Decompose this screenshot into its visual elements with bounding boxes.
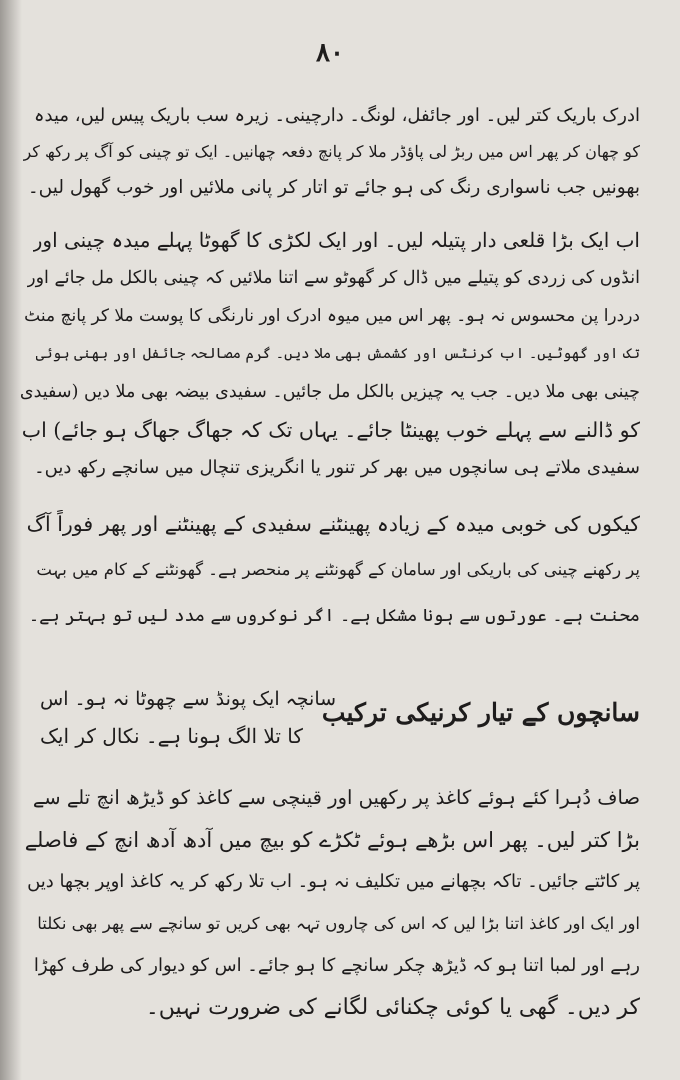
section-heading (20, 688, 640, 768)
paragraph-4-line-3: پر کاٹتے جائیں۔ تاکہ بچھانے میں تکلیف نہ ہو۔ اب تلا رکھ کر یہ کاغذ اوپر بچھا دیں (27, 871, 640, 892)
paragraph-4-line-4: اور ایک اور کاغذ اتنا بڑا لیں کہ اس کی چاروں تہہ بھی کریں تو سانچے سے پھر بھی نکلتا (37, 914, 640, 933)
paragraph-4-line-1: صاف دُہرا کئے ہوئے کاغذ پر رکھیں اور قینچی سے کاغذ کو ڈیڑھ انچ تلے سے (32, 786, 640, 809)
paragraph-4-line-5: رہے اور لمبا اتنا ہو کہ ڈیڑھ چکر سانچے کا ہو جائے۔ اس کو دیوار کی طرف کھڑا (33, 955, 640, 976)
page-number: ۸۰ (316, 38, 344, 68)
paragraph-3-line-1: کیکوں کی خوبی میدہ کے زیادہ پھینٹنے سفیدی کے پھینٹنے اور پھر فوراً آگ (26, 512, 640, 536)
paragraph-2-line-5: چینی بھی ملا دیں۔ جب یہ چیزیں بالکل مل جائیں۔ سفیدی بیضہ بھی ملا دیں (سفیدی (20, 382, 640, 402)
paragraph-2-line-6: کو ڈالنے سے پہلے خوب پھینٹا جائے۔ یہاں تک کہ جھاگ جھاگ ہو جائے) اب (21, 418, 640, 442)
paragraph-4-line-2: بڑا کتر لیں۔ پھر اس بڑھے ہوئے ٹکڑے کو بیچ میں آدھ آدھ انچ کے فاصلے (24, 828, 640, 852)
paragraph-1-line-3: بھونیں جب ناسواری رنگ کی ہو جائے تو اتار کر پانی ملائیں اور خوب گھول لیں۔ (27, 177, 640, 198)
paragraph-2-line-3: دردرا پن محسوس نہ ہو۔ پھر اس میں میوہ ادرک اور نارنگی کا پوست ملا کر پانچ منٹ (24, 306, 640, 326)
paragraph-2-line-7: سفیدی ملاتے ہی سانچوں میں بھر کر تنور یا انگریزی تنچال میں سانچے رکھ دیں۔ (34, 457, 640, 478)
paragraph-2-line-2: انڈوں کی زردی کو پتیلے میں ڈال کر گھوٹو سے اتنا ملائیں کہ چینی بالکل مل جائے اور (27, 268, 640, 288)
paragraph-1-line-1: ادرک باریک کتر لیں۔ اور جائفل، لونگ۔ دارچینی۔ زیرہ سب باریک پیس لیں، میدہ (34, 105, 640, 126)
section-heading-side-line-2: کا تلا الگ ہونا ہے۔ نکال کر ایک (40, 724, 303, 748)
section-heading-side-line-1: سانچہ ایک پونڈ سے چھوٹا نہ ہو۔ اس (40, 688, 337, 710)
paragraph-4-line-6: کر دیں۔ گھی یا کوئی چکنائی لگانے کی ضرورت نہیں۔ (145, 995, 640, 1020)
page-spine-shadow (0, 0, 22, 1080)
section-heading-title: سانچوں کے تیار کرنیکی ترکیب (321, 698, 640, 727)
paragraph-2-line-4: تک اور گھوٹیں۔ اب کرنٹس اور کشمش بھی ملا دیں۔ گرم مصالحہ جائفل اور بھنی ہوئی (35, 346, 640, 362)
paragraph-1-line-2: کو چھان کر پھر اس میں ربڑ لی پاؤڈر ملا کر پانچ دفعہ چھانیں۔ ایک تو چینی کو آگ پر رکھ کر (23, 142, 640, 161)
paragraph-2-line-1: اب ایک بڑا قلعی دار پتیلہ لیں۔ اور ایک لکڑی کا گھوٹا پہلے میدہ چینی اور (32, 228, 640, 252)
paragraph-3-line-2: پر رکھنے چینی کی باریکی اور سامان کے گھونٹنے پر منحصر ہے۔ گھونٹنے کے کام میں بہت (36, 560, 640, 579)
paragraph-3-line-3: محنت ہے۔ عورتوں سے ہونا مشکل ہے۔ اگر نوکروں سے مدد لیں تو بہتر ہے۔ (28, 606, 640, 626)
